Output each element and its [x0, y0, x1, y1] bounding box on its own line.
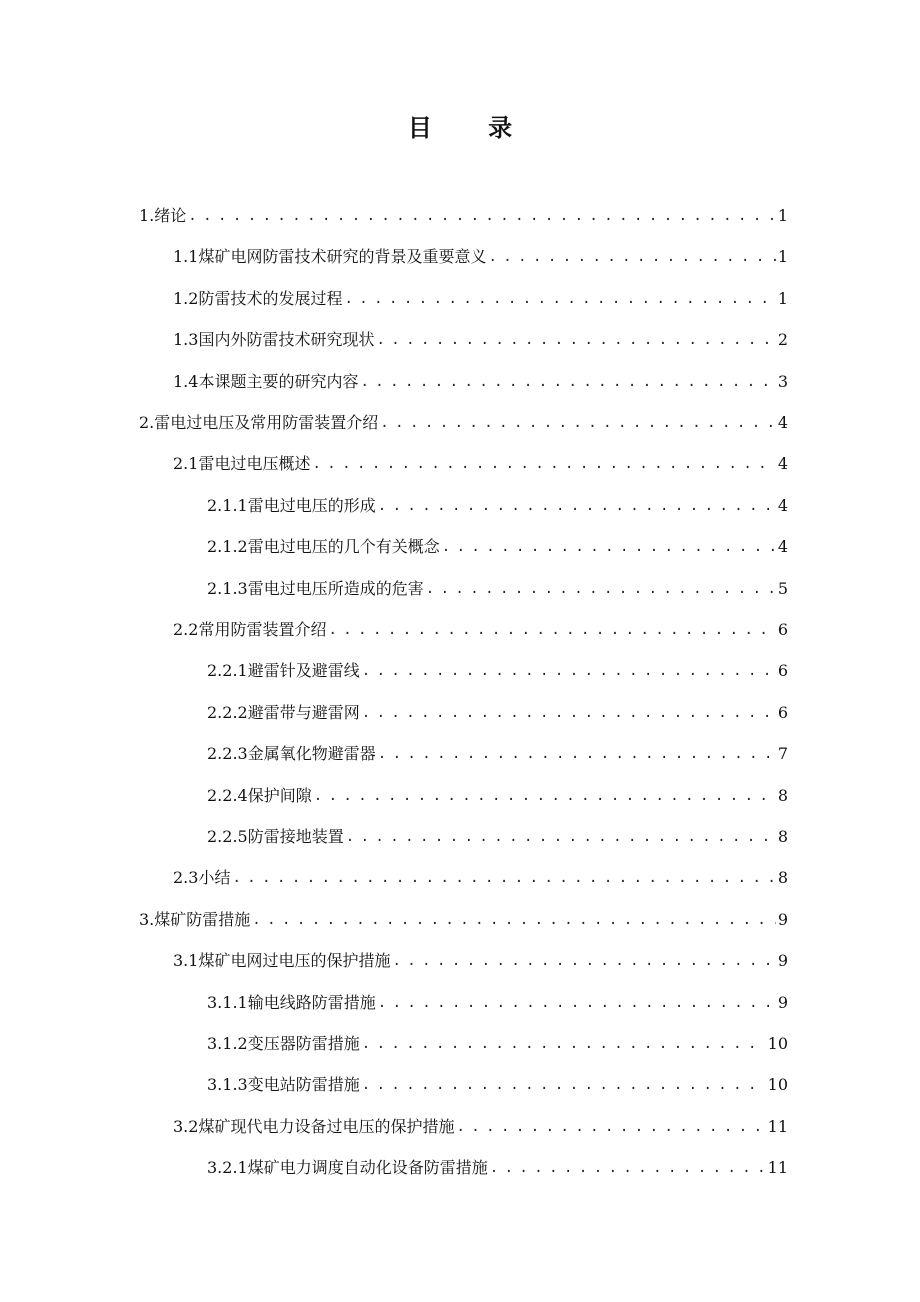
toc-entry[interactable] [207, 983, 788, 1023]
toc-dot-leader [442, 527, 776, 567]
toc-entry[interactable] [207, 734, 788, 774]
toc-entry-title: 3.煤矿防雷措施 [139, 909, 251, 929]
toc-entry-title: 2.2.5防雷接地装置 [207, 827, 344, 846]
toc-dot-leader [362, 651, 776, 691]
toc-page-number: 8 [777, 827, 788, 846]
toc-dot-leader [378, 983, 776, 1023]
toc-entry-title: 2.2.4保护间隙 [207, 785, 312, 805]
toc-entry-title: 2.1.2雷电过电压的几个有关概念 [207, 537, 440, 557]
toc-dot-leader [488, 237, 775, 277]
toc-page-number: 7 [777, 744, 788, 764]
toc-entry[interactable] [207, 1148, 788, 1188]
toc-page-number: 10 [767, 1075, 788, 1095]
toc-dot-leader [392, 941, 775, 981]
toc-entry[interactable] [173, 444, 788, 484]
toc-dot-leader [362, 1024, 766, 1064]
toc-entry[interactable] [207, 1024, 788, 1064]
toc-dot-leader [346, 817, 776, 857]
toc-entry[interactable] [207, 776, 788, 816]
toc-entry[interactable] [173, 610, 788, 650]
toc-entry-title: 1.3国内外防雷技术研究现状 [173, 330, 375, 350]
page-title: 目 录 [407, 114, 537, 142]
toc-page-number: 6 [777, 620, 788, 639]
toc-entry-title: 2.1.3雷电过电压所造成的危害 [207, 578, 424, 598]
toc-entry-title: 3.1.1输电线路防雷措施 [207, 992, 376, 1012]
toc-page-number: 5 [777, 578, 788, 598]
toc-page-number: 11 [767, 1158, 788, 1178]
toc-dot-leader [360, 362, 775, 402]
toc-dot-leader [456, 1107, 765, 1147]
toc-entry-title: 2.2常用防雷装置介绍 [173, 620, 327, 639]
toc-dot-leader [378, 734, 776, 774]
toc-page-number: 4 [777, 454, 788, 474]
toc-page-number: 1 [777, 247, 788, 267]
toc-dot-leader [362, 1065, 766, 1105]
toc-entry-title: 1.绪论 [139, 206, 187, 225]
toc-entry-title: 1.2防雷技术的发展过程 [173, 288, 343, 308]
toc-page-number: 4 [777, 413, 788, 432]
toc-entry[interactable] [207, 527, 788, 567]
toc-entry-title: 3.2煤矿现代电力设备过电压的保护措施 [173, 1116, 455, 1136]
toc-entry-title: 2.1.1雷电过电压的形成 [207, 495, 376, 515]
toc-entry[interactable] [173, 362, 788, 402]
toc-entry[interactable] [173, 941, 788, 981]
toc-entry-title: 1.4本课题主要的研究内容 [173, 371, 359, 391]
toc-page-number: 10 [767, 1034, 788, 1053]
toc-dot-leader [312, 444, 775, 484]
toc-dot-leader [344, 279, 775, 319]
toc-dot-leader [378, 486, 776, 526]
toc-page-number: 4 [777, 495, 788, 515]
toc-entry-title: 3.2.1煤矿电力调度自动化设备防雷措施 [207, 1158, 488, 1178]
toc-entry-title: 2.雷电过电压及常用防雷装置介绍 [139, 413, 379, 432]
toc-entry[interactable] [173, 237, 788, 277]
toc-dot-leader [328, 610, 775, 650]
toc-dot-leader [376, 320, 775, 360]
toc-dot-leader [314, 776, 776, 816]
toc-entry-title: 2.2.3金属氧化物避雷器 [207, 744, 376, 764]
toc-dot-leader [252, 900, 776, 940]
toc-dot-leader [188, 196, 776, 236]
toc-entry[interactable] [139, 196, 788, 236]
toc-entry-title: 2.2.1避雷针及避雷线 [207, 661, 360, 681]
toc-page-number: 8 [777, 868, 788, 888]
toc-entry[interactable] [139, 403, 788, 443]
toc-page-number: 3 [777, 371, 788, 391]
toc-dot-leader [232, 858, 775, 898]
toc-page-number: 4 [777, 537, 788, 557]
toc-page-number: 1 [777, 288, 788, 308]
toc-page-number: 9 [777, 992, 788, 1012]
toc-entry[interactable] [207, 486, 788, 526]
toc-entry-title: 2.3小结 [173, 868, 231, 888]
toc-page-number: 11 [767, 1116, 788, 1136]
toc-entry[interactable] [207, 817, 788, 857]
toc-dot-leader [380, 403, 776, 443]
toc-page-number: 6 [777, 702, 788, 722]
toc-entry[interactable] [207, 693, 788, 733]
toc-page-number: 9 [777, 951, 788, 971]
toc-entry-title: 3.1.3变电站防雷措施 [207, 1075, 360, 1095]
toc-entry-title: 2.2.2避雷带与避雷网 [207, 702, 360, 722]
toc-page-number: 2 [777, 330, 788, 350]
toc-page-number: 8 [777, 785, 788, 805]
toc-dot-leader [426, 569, 776, 609]
toc-dot-leader [362, 693, 776, 733]
toc-entry[interactable] [207, 1065, 788, 1105]
toc-entry[interactable] [173, 1107, 788, 1147]
toc-entry[interactable] [139, 900, 788, 940]
toc-entry[interactable] [173, 320, 788, 360]
toc-page-number: 9 [777, 909, 788, 929]
toc-entry-title: 3.1煤矿电网过电压的保护措施 [173, 951, 391, 971]
toc-entry[interactable] [207, 569, 788, 609]
toc-entry-title: 3.1.2变压器防雷措施 [207, 1034, 360, 1053]
toc-entry[interactable] [173, 279, 788, 319]
toc-page-number: 1 [777, 206, 788, 225]
toc-page-number: 6 [777, 661, 788, 681]
toc-entry-title: 2.1雷电过电压概述 [173, 454, 311, 474]
toc-dot-leader [490, 1148, 766, 1188]
toc-entry[interactable] [207, 651, 788, 691]
toc-entry-title: 1.1煤矿电网防雷技术研究的背景及重要意义 [173, 247, 487, 267]
toc-entry[interactable] [173, 858, 788, 898]
